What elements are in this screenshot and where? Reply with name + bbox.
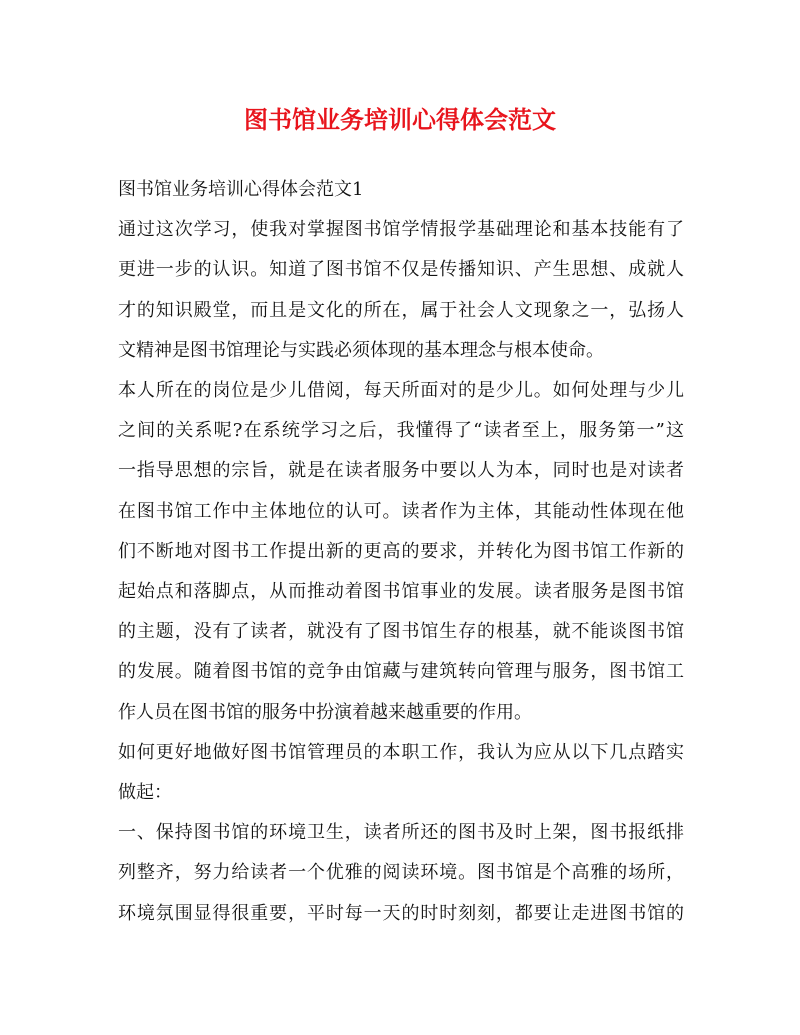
text-line: 环境氛围显得很重要，平时每一天的时时刻刻，都要让走进图书馆的 bbox=[118, 902, 684, 924]
text-line: 做起： bbox=[118, 782, 172, 804]
text-line: 才的知识殿堂，而且是文化的所在，属于社会人文现象之一，弘扬人 bbox=[118, 299, 684, 321]
text-line: 通过这次学习，使我对掌握图书馆学情报学基础理论和基本技能有了 bbox=[118, 219, 684, 241]
text-line: 本人所在的岗位是少儿借阅，每天所面对的是少儿。如何处理与少儿 bbox=[118, 380, 684, 402]
text-line: 的发展。随着图书馆的竞争由馆藏与建筑转向管理与服务，图书馆工 bbox=[118, 661, 684, 683]
text-line: 更进一步的认识。知道了图书馆不仅是传播知识、产生思想、成就人 bbox=[118, 259, 684, 281]
text-line: 作人员在图书馆的服务中扮演着越来越重要的作用。 bbox=[118, 701, 532, 723]
text-line: 之间的关系呢?在系统学习之后，我懂得了“读者至上，服务第一”这 bbox=[118, 420, 684, 442]
text-line: 如何更好地做好图书馆管理员的本职工作，我认为应从以下几点踏实 bbox=[118, 741, 684, 763]
text-line: 在图书馆工作中主体地位的认可。读者作为主体，其能动性体现在他 bbox=[118, 500, 684, 522]
paragraph-1 bbox=[118, 210, 684, 371]
document-body bbox=[118, 170, 684, 934]
paragraph-2 bbox=[118, 371, 684, 733]
text-line: 一、保持图书馆的环境卫生，读者所还的图书及时上架，图书报纸排 bbox=[118, 822, 684, 844]
document-title: 图书馆业务培训心得体会范文 bbox=[244, 105, 556, 134]
text-line: 列整齐，努力给读者一个优雅的阅读环境。图书馆是个高雅的场所， bbox=[118, 862, 684, 884]
text-line: 文精神是图书馆理论与实践必须体现的基本理念与根本使命。 bbox=[118, 339, 604, 361]
paragraph-3 bbox=[118, 733, 684, 813]
text-line: 图书馆业务培训心得体会范文1 bbox=[118, 179, 364, 200]
paragraph-4 bbox=[118, 813, 684, 934]
text-line: 一指导思想的宗旨，就是在读者服务中要以人为本，同时也是对读者 bbox=[118, 460, 684, 482]
text-line: 们不断地对图书工作提出新的更高的要求，并转化为图书馆工作新的 bbox=[118, 540, 684, 562]
text-line: 的主题，没有了读者，就没有了图书馆生存的根基，就不能谈图书馆 bbox=[118, 621, 684, 643]
text-line: 起始点和落脚点，从而推动着图书馆事业的发展。读者服务是图书馆 bbox=[118, 581, 684, 603]
paragraph-subtitle bbox=[118, 170, 684, 210]
